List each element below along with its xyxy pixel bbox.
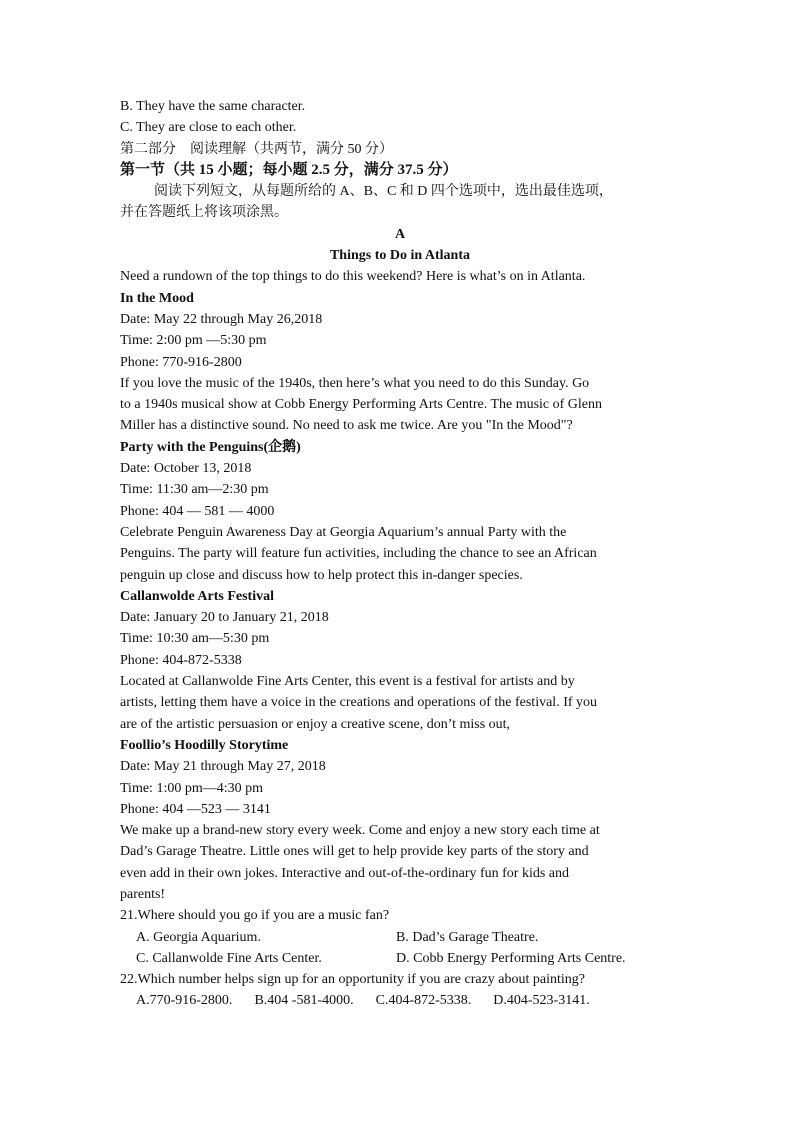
options-row [120,990,680,1011]
section1-heading: 第一节（共 15 小题；每小题 2.5 分，满分 37.5 分） [120,161,458,178]
part2-heading: 第二部分 阅读理解（共两节，满分 50 分） [120,141,393,157]
event-desc-line: artists, letting them have a voice in the creations and operations of the festival. If you [120,695,598,711]
event-time: Time: 11:30 am—2:30 pm [120,482,269,498]
instruction-line-2: 并在答题纸上将该项涂黑。 [120,205,288,221]
options-row [120,927,680,948]
passage-intro: Need a rundown of the top things to do this weekend? Here is what’s on in Atlanta. [120,269,586,285]
event-date: Date: October 13, 2018 [120,461,252,477]
prev-option-b: B. They have the same character. [120,99,306,114]
exam-page [120,96,680,1012]
prev-option-c: C. They are close to each other. [120,120,297,136]
event-phone: Phone: 404-872-5338 [120,652,242,668]
event-desc-line: If you love the music of the 1940s, then here’s what you need to do this Sunday. Go [120,375,590,391]
event-desc-line: Penguins. The party will feature fun activities, including the chance to see an African [120,546,597,562]
answer-option[interactable]: B.404 -581-4000. [254,993,354,1009]
answer-option[interactable]: C.404-872-5338. [375,993,472,1009]
event-desc-line: Located at Callanwolde Fine Arts Center, this event is a festival for artists and by [120,674,575,690]
answer-option[interactable]: D. Cobb Energy Performing Arts Centre. [396,950,626,966]
answer-option[interactable]: D.404-523-3141. [493,993,590,1009]
event-phone: Phone: 404 —523 — 3141 [120,801,271,817]
answer-option[interactable]: B. Dad’s Garage Theatre. [396,929,539,945]
event-name: Foollio’s Hoodilly Storytime [120,737,289,753]
event-desc-line: Dad’s Garage Theatre. Little ones will get to help provide key parts of the story and [120,844,589,860]
event-desc-line: Miller has a distinctive sound. No need to ask me twice. Are you "In the Mood"? [120,418,573,434]
question-stem: 22.Which number helps sign up for an opportunity if you are crazy about painting? [120,972,585,988]
instruction-line-1: 阅读下列短文，从每题所给的 A、B、C 和 D 四个选项中，选出最佳选项， [154,184,613,200]
event-date: Date: January 20 to January 21, 2018 [120,610,329,626]
options-row [120,948,680,969]
passage-letter: A [394,226,406,242]
event-time: Time: 2:00 pm —5:30 pm [120,333,267,349]
event-desc-line: Celebrate Penguin Awareness Day at Georgia Aquarium’s annual Party with the [120,524,567,540]
event-date: Date: May 22 through May 26,2018 [120,311,323,327]
event-desc-line: are of the artistic persuasion or enjoy a creative scene, don’t miss out, [120,716,511,732]
event-phone: Phone: 770-916-2800 [120,354,242,370]
event-date: Date: May 21 through May 27, 2018 [120,759,326,775]
event-desc-line: to a 1940s musical show at Cobb Energy Performing Arts Centre. The music of Glenn [120,397,603,413]
event-desc-line: parents! [120,886,166,902]
event-desc-line: penguin up close and discuss how to help protect this in-danger species. [120,567,523,583]
event-phone: Phone: 404 — 581 — 4000 [120,503,275,519]
answer-option[interactable]: C. Callanwolde Fine Arts Center. [136,950,322,966]
event-desc-line: even add in their own jokes. Interactive and out-of-the-ordinary fun for kids and [120,865,570,881]
event-time: Time: 10:30 am—5:30 pm [120,631,270,647]
event-name: Party with the Penguins(企鹅) [120,439,301,455]
passage-title: Things to Do in Atlanta [329,248,471,264]
event-name: Callanwolde Arts Festival [120,588,274,604]
question-stem: 21.Where should you go if you are a music fan? [120,908,390,924]
event-name: In the Mood [120,290,194,306]
answer-option[interactable]: A. Georgia Aquarium. [136,929,261,945]
answer-option[interactable]: A.770-916-2800. [136,993,233,1009]
event-desc-line: We make up a brand-new story every week. Come and enjoy a new story each time at [120,823,600,839]
event-time: Time: 1:00 pm—4:30 pm [120,780,264,796]
